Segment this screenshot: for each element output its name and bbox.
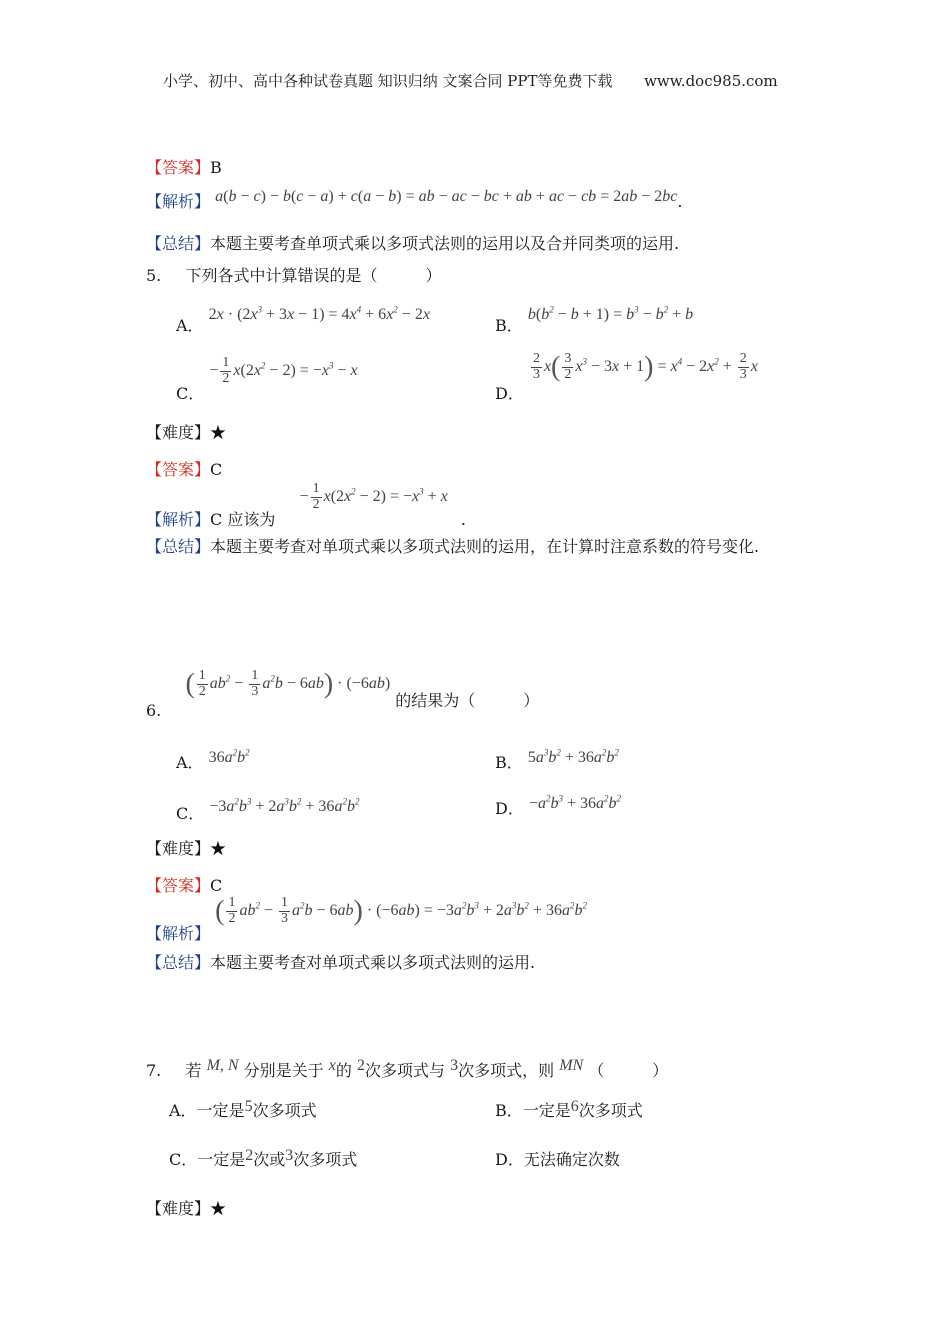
q7-option-d-text: D．无法确定次数 <box>495 1150 620 1169</box>
q6-option-d[interactable] <box>495 790 621 818</box>
q7-option-b[interactable] <box>495 1098 643 1121</box>
analysis-label: 【解析】 <box>146 509 211 529</box>
summary-label: 【总结】 <box>146 953 211 972</box>
q6-option-c-formula: $-3a^2b^3 + 2a^3b^2 + 36a^2b^2$ <box>209 796 360 815</box>
header-url: www.doc985.com <box>644 72 778 90</box>
q7-stem-5: 次多项式，则 <box>458 1061 555 1080</box>
summary-label: 【总结】 <box>146 234 211 253</box>
analysis-label: 【解析】 <box>146 923 211 943</box>
q6-option-a[interactable] <box>176 744 250 772</box>
difficulty-star: ★ <box>210 1199 227 1218</box>
q5-answer: C <box>210 460 223 479</box>
header-title: 小学、初中、高中各种试卷真题 知识归纳 文案合同 PPT等免费下载 <box>163 72 613 90</box>
q6-option-d-formula: $-a^2b^3 + 36a^2b^2$ <box>528 793 621 812</box>
q7-stem-row <box>146 1058 668 1081</box>
q6-option-c-label: C． <box>176 804 205 823</box>
q4-answer: B <box>210 158 222 177</box>
q5-option-d-label: D． <box>495 383 524 403</box>
q7-math-3: 3 <box>450 1057 459 1074</box>
q6-stem-formula: ( $\frac{1}{2}$ $ab^2$ − $\frac{1}{3}$ $a^2b - 6ab) \cdot (-6ab)$ <box>185 668 391 700</box>
q5-option-d-formula: $\frac{2}{3}$ x( $\frac{3}{2}$ $x^3 - 3x + 1) = x^4 - 2x^2$ + $\frac{2}{3}$ x <box>532 351 758 383</box>
q5-stem-row <box>146 263 441 286</box>
answer-label: 【答案】 <box>146 876 211 895</box>
q7-stem-2: 分别是关于 <box>243 1061 324 1080</box>
q6-option-c[interactable] <box>176 793 360 823</box>
q7-option-c[interactable] <box>169 1147 357 1170</box>
q5-summary-row <box>146 534 759 557</box>
q7-option-b-text: B．一定是 <box>495 1101 571 1120</box>
q7-stem-1: 若 <box>185 1061 202 1080</box>
q6-analysis-formula: ( $\frac{1}{2}$ $ab^2$ − $\frac{1}{3}$ $a^2b - 6ab) \cdot (-6ab) = -3a^2b^3 + 2a^3b^2 + 36a^2b^2$ <box>215 895 587 927</box>
q6-stem-row <box>146 668 540 720</box>
q5-summary: 本题主要考查对单项式乘以多项式法则的运用，在计算时注意系数的符号变化. <box>210 537 760 556</box>
q7-option-c-num-2: 2 <box>245 1147 254 1164</box>
q6-number: 6. <box>146 700 162 720</box>
q7-option-a-tail: 次多项式 <box>252 1101 317 1120</box>
q6-stem-suffix: 的结果为（ ） <box>395 690 540 710</box>
q7-option-b-tail: 次多项式 <box>578 1101 643 1120</box>
q5-option-a-label: A． <box>176 316 204 335</box>
q6-option-d-label: D． <box>495 799 524 818</box>
q7-option-a[interactable] <box>169 1098 317 1121</box>
page-header <box>163 70 778 91</box>
q7-stem-6: （ ） <box>588 1061 669 1080</box>
q4-summary: 本题主要考查单项式乘以多项式法则的运用以及合并同类项的运用. <box>210 234 680 253</box>
q5-option-b-formula: $b(b^2 - b + 1) = b^3 - b^2 + b$ <box>527 304 694 323</box>
q7-stem-3: 的 <box>335 1061 352 1080</box>
q6-summary: 本题主要考查对单项式乘以多项式法则的运用. <box>210 953 536 972</box>
q7-option-a-text: A．一定是 <box>169 1101 245 1120</box>
q7-option-c-num-3: 3 <box>285 1147 294 1164</box>
answer-label: 【答案】 <box>146 158 211 177</box>
difficulty-label: 【难度】 <box>146 839 211 858</box>
q5-option-c-label: C． <box>176 383 205 403</box>
difficulty-star: ★ <box>210 839 227 858</box>
q4-summary-row <box>146 231 679 254</box>
q5-number: 5. <box>146 266 162 285</box>
q5-option-a[interactable] <box>176 301 430 335</box>
q4-analysis-row: 【解析】 a(b − c) − b(c − a) + c(a − b) = ab − ac − bc + ab + ac − cb = 2ab − 2bc. <box>146 188 683 211</box>
analysis-label: 【解析】 <box>146 192 211 211</box>
q5-option-c-formula: − $\frac{1}{2}$ $x(2x^2 - 2) = -x^3 - x$ <box>209 355 358 386</box>
q4-analysis-formula: a(b − c) − b(c − a) + c(a − b) = ab − ac − bc + ab + ac − cb = 2ab − 2bc <box>215 188 678 205</box>
q5-difficulty-row <box>146 420 226 443</box>
q5-option-c[interactable] <box>176 355 358 403</box>
q7-math-product: MN <box>559 1057 584 1074</box>
difficulty-label: 【难度】 <box>146 1199 211 1218</box>
q6-answer: C <box>210 876 223 895</box>
q6-analysis-row <box>146 895 587 943</box>
q6-option-b[interactable] <box>495 744 619 772</box>
q7-option-c-tail: 次多项式 <box>293 1150 358 1169</box>
q5-analysis-formula: − $\frac{1}{2}$ $x(2x^2 - 2) = -x^3 + x$ <box>299 481 448 512</box>
q5-option-d[interactable] <box>495 351 758 403</box>
q4-answer-row <box>146 155 222 178</box>
q5-stem: 下列各式中计算错误的是（ ） <box>185 266 442 285</box>
difficulty-star: ★ <box>210 423 227 442</box>
q5-analysis-row: 【解析】C 应该为 − $\frac{1}{2}$ $x(2x^2 - 2) = -x^3 + x$ . <box>146 481 466 529</box>
q5-analysis-prefix: C 应该为 <box>210 509 276 529</box>
q6-option-b-label: B． <box>495 753 523 772</box>
q7-math-mn: M, N <box>206 1057 239 1074</box>
q6-option-b-formula: $5a^3b^2 + 36a^2b^2$ <box>527 747 619 766</box>
difficulty-label: 【难度】 <box>146 423 211 442</box>
q6-answer-row <box>146 873 222 896</box>
q7-math-x: x <box>328 1057 336 1074</box>
q5-option-a-formula: $2x \cdot (2x^3 + 3x - 1) = 4x^4 + 6x^2 - 2x$ <box>208 304 430 323</box>
q5-option-b-label: B． <box>495 316 523 335</box>
q7-difficulty-row <box>146 1196 226 1219</box>
q7-option-d[interactable] <box>495 1147 620 1170</box>
q7-option-a-num: 5 <box>244 1098 253 1115</box>
q5-option-b[interactable] <box>495 301 694 335</box>
answer-label: 【答案】 <box>146 460 211 479</box>
q7-stem-4: 次多项式与 <box>364 1061 445 1080</box>
q6-option-a-formula: $36a^2b^2$ <box>208 747 250 766</box>
q7-number: 7. <box>146 1061 162 1080</box>
q6-option-a-label: A． <box>176 753 204 772</box>
q6-summary-row <box>146 950 535 973</box>
q7-option-b-num: 6 <box>570 1098 579 1115</box>
q7-math-2: 2 <box>356 1057 365 1074</box>
q7-option-c-mid: 次或 <box>253 1150 286 1169</box>
q5-answer-row <box>146 457 222 480</box>
summary-label: 【总结】 <box>146 537 211 556</box>
q6-difficulty-row <box>146 836 226 859</box>
q7-option-c-text: C．一定是 <box>169 1150 246 1169</box>
